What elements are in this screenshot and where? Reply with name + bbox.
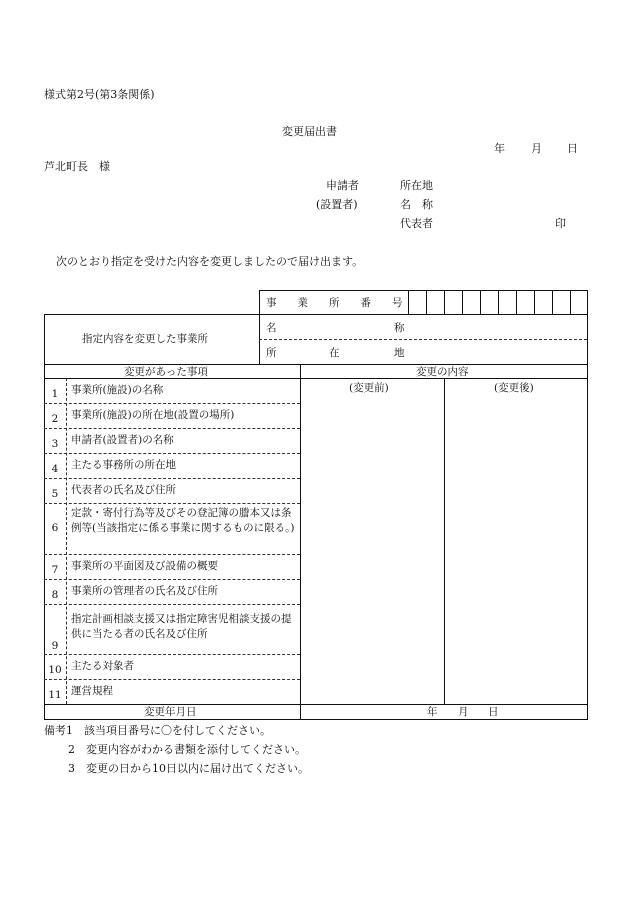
changed-items-header: 変更があった事項 — [124, 366, 208, 378]
change-date-label: 変更年月日 — [144, 706, 197, 718]
date-month-label: 月 — [531, 142, 542, 155]
row-divider — [44, 579, 300, 580]
change-content-header: 変更の内容 — [416, 366, 469, 378]
digit-box-line — [498, 290, 499, 314]
row-divider — [44, 403, 300, 404]
date-year-label: 年 — [494, 142, 505, 155]
item-text: 主たる対象者 — [71, 660, 134, 672]
item-text: 事業所の管理者の氏名及び住所 — [71, 585, 218, 597]
digit-box-line — [552, 290, 553, 314]
table-line — [44, 314, 45, 720]
item-number: 11 — [48, 689, 62, 701]
item-text: 指定計画相談支援又は指定障害児相談支援の提供に当たる者の氏名及び住所 — [71, 613, 292, 640]
form-number: 様式第2号(第3条関係) — [44, 88, 155, 101]
table-line — [259, 290, 260, 364]
digit-box-line — [480, 290, 481, 314]
item-number: 5 — [51, 488, 59, 500]
applicant-name-label: 名 称 — [400, 198, 433, 211]
item-number: 3 — [51, 438, 59, 450]
row-divider — [44, 604, 300, 605]
digit-box-line — [408, 290, 409, 314]
office-section-label: 指定内容を変更した事業所 — [82, 333, 208, 345]
item-text: 申請者(設置者)の名称 — [71, 434, 174, 446]
row-divider — [44, 453, 300, 454]
row-divider — [44, 478, 300, 479]
item-text: 運営規程 — [71, 685, 113, 697]
table-line — [259, 290, 588, 291]
intro-text: 次のとおり指定を受けた内容を変更しましたので届け出ます。 — [56, 255, 364, 268]
change-form-table — [44, 290, 588, 720]
table-line — [300, 364, 301, 720]
office-address-label-b: 在 — [329, 347, 340, 359]
digit-box-line — [516, 290, 517, 314]
digit-box-line — [426, 290, 427, 314]
item-number: 2 — [51, 413, 59, 425]
table-line — [44, 719, 588, 720]
office-name-label-b: 称 — [394, 322, 405, 334]
item-number: 6 — [51, 522, 59, 534]
row-divider — [44, 503, 300, 504]
item-text: 事業所(施設)の名称 — [71, 384, 164, 396]
seal-mark: 印 — [555, 217, 566, 230]
before-label: (変更前) — [349, 382, 389, 394]
item-text: 主たる事務所の所在地 — [71, 459, 176, 471]
table-line — [44, 314, 588, 315]
after-label: (変更後) — [494, 382, 534, 394]
digit-box-line — [570, 290, 571, 314]
applicant-representative-label: 代表者 — [400, 217, 433, 230]
table-line — [444, 378, 445, 704]
row-divider — [44, 554, 300, 555]
item-number: 9 — [51, 640, 59, 652]
number-column-divider — [66, 378, 67, 704]
page-title: 変更届出書 — [282, 125, 337, 138]
office-address-label-a: 所 — [266, 347, 277, 359]
item-number: 1 — [51, 388, 59, 400]
table-line — [44, 704, 588, 705]
change-date-day: 日 — [488, 706, 499, 718]
item-number: 10 — [48, 664, 62, 676]
item-number: 8 — [51, 589, 59, 601]
office-number-label: 事 業 所 番 号 — [266, 297, 403, 309]
applicant-role-label: 申請者 — [326, 179, 359, 192]
change-date-month: 月 — [458, 706, 469, 718]
digit-box-line — [444, 290, 445, 314]
applicant-address-label: 所在地 — [400, 179, 433, 192]
change-date-year: 年 — [427, 706, 438, 718]
row-divider — [44, 428, 300, 429]
digit-box-line — [534, 290, 535, 314]
digit-box-line — [462, 290, 463, 314]
table-line — [587, 290, 588, 720]
item-text: 代表者の氏名及び住所 — [71, 484, 176, 496]
date-day-label: 日 — [567, 142, 578, 155]
office-name-label-a: 名 — [266, 322, 277, 334]
item-text: 事業所(施設)の所在地(設置の場所) — [71, 409, 235, 421]
note-1: 備考1 該当項目番号に〇を付してください。 — [44, 724, 271, 737]
office-address-label-c: 地 — [394, 347, 405, 359]
item-number: 4 — [51, 463, 59, 475]
note-2: 2 変更内容がわかる書類を添付してください。 — [68, 743, 306, 756]
note-3: 3 変更の日から10日以内に届け出てください。 — [68, 762, 309, 775]
item-text: 事業所の平面図及び設備の概要 — [71, 560, 218, 572]
row-divider — [44, 679, 300, 680]
item-text: 定款・寄付行為等及びその登記簿の謄本又は条例等(当該指定に係る事業に関するものに限る。) — [71, 507, 295, 534]
item-number: 7 — [51, 564, 59, 576]
addressee: 芦北町長 様 — [44, 160, 110, 173]
applicant-role-sub: (設置者) — [316, 198, 358, 211]
row-divider — [44, 654, 300, 655]
row-divider — [259, 339, 587, 340]
